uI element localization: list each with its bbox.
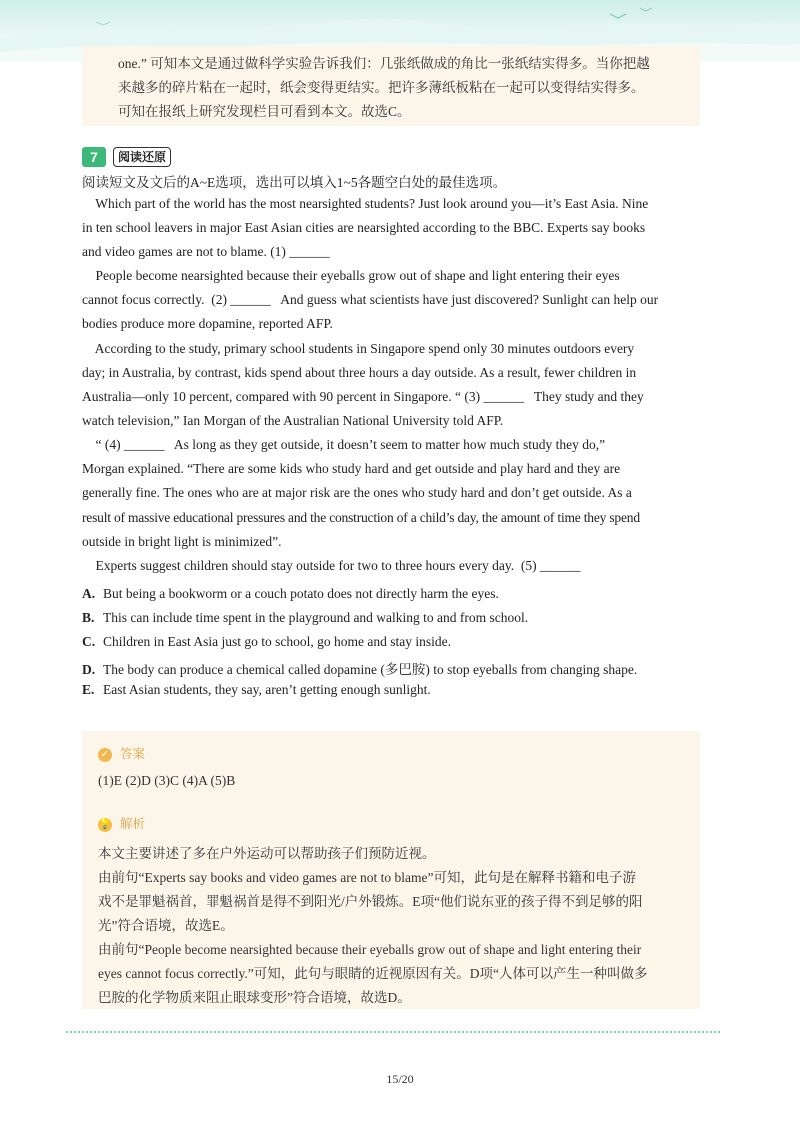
option-e <box>82 682 431 698</box>
option-text: Children in East Asia just go to school, go home and stay inside. <box>103 634 451 649</box>
option-d <box>82 658 637 678</box>
lightbulb-icon: 💡 <box>98 818 112 830</box>
passage-line: Australia—only 10 percent, compared with 90 percent in Singapore. “ (3) ______ They study and they <box>82 389 644 404</box>
option-text: But being a bookworm or a couch potato does not directly harm the eyes. <box>103 586 499 601</box>
passage-line: Experts suggest children should stay outside for two to three hours every day. (5) ______ <box>82 558 581 573</box>
option-text: East Asian students, they say, aren’t getting enough sunlight. <box>103 682 431 697</box>
answer-heading <box>98 744 145 762</box>
dotted-divider <box>66 1031 720 1033</box>
option-letter: E. <box>82 682 95 697</box>
passage-line: generally fine. The ones who are at major risk are the ones who study hard and don’t get outside. As a <box>82 485 632 500</box>
passage-line: in ten school leavers in major East Asian cities are nearsighted according to the BBC. Experts say books <box>82 220 646 235</box>
analysis-heading <box>98 814 145 832</box>
passage-line: cannot focus correctly. (2) ______ And guess what scientists have just discovered? Sunlight can help our <box>82 292 659 307</box>
option-text: The body can produce a chemical called dopamine (多巴胺) to stop eyeballs from changing shape. <box>103 662 638 677</box>
passage-line: People become nearsighted because their eyeballs grow out of shape and light entering their eyes <box>82 268 620 283</box>
option-letter: C. <box>82 634 96 649</box>
option-text: This can include time spent in the playground and walking to and from school. <box>103 610 529 625</box>
page-number: 15/20 <box>386 1072 414 1086</box>
answer-label: 答案 <box>120 746 146 761</box>
option-letter: B. <box>82 610 95 625</box>
passage-line: Morgan explained. “There are some kids who study hard and get outside and play hard and they are <box>82 461 621 476</box>
previous-answer-box <box>82 46 700 126</box>
analysis-line: 由前句“Experts say books and video games are not to blame”可知，此句是在解释书籍和电子游 <box>98 870 637 885</box>
analysis-line: 本文主要讲述了多在户外运动可以帮助孩子们预防近视。 <box>98 846 436 861</box>
passage-line: and video games are not to blame. (1) ______ <box>82 244 330 259</box>
analysis-line: 光”符合语境，故选E。 <box>98 918 234 933</box>
passage-line: outside in bright light is minimized”. <box>82 534 282 549</box>
option-c <box>82 634 451 650</box>
option-letter: A. <box>82 586 96 601</box>
passage-line: According to the study, primary school students in Singapore spend only 30 minutes outdoors every <box>82 341 635 356</box>
passage-line: Which part of the world has the most nearsighted students? Just look around you—it’s East Asia. Nine <box>82 196 649 211</box>
passage-line: bodies produce more dopamine, reported AFP. <box>82 316 333 331</box>
option-b <box>82 610 528 626</box>
previous-answer-line: 可知在报纸上研究发现栏目可看到本文。故选C。 <box>118 104 411 119</box>
passage-line: result of massive educational pressures and the construction of a child’s day, the amount of time they spend <box>82 510 640 525</box>
analysis-label: 解析 <box>120 816 146 831</box>
passage-line: “ (4) ______ As long as they get outside, it doesn’t seem to matter how much study they do,” <box>82 437 606 452</box>
instruction: 阅读短文及文后的A~E选项，选出可以填入1~5各题空白处的最佳选项。 <box>82 175 507 190</box>
passage-line: day; in Australia, by contrast, kids spend about three hours a day outside. As a result, fewer children in <box>82 365 637 380</box>
analysis-line: 由前句“People become nearsighted because their eyeballs grow out of shape and light entering their <box>98 942 642 957</box>
previous-answer-line: one.” 可知本文是通过做科学实验告诉我们：几张纸做成的角比一张纸结实得多。当你把越 <box>118 56 650 71</box>
answer-box <box>82 731 700 1009</box>
check-badge-icon: ✓ <box>98 748 112 762</box>
answer-text: (1)E (2)D (3)C (4)A (5)B <box>98 773 236 788</box>
analysis-line: 戏不是罪魁祸首，罪魁祸首是得不到阳光/户外锻炼。E项“他们说东亚的孩子得不到足够的阳 <box>98 894 643 909</box>
option-a <box>82 586 499 602</box>
previous-answer-line: 来越多的碎片粘在一起时，纸会变得更结实。把许多薄纸板粘在一起可以变得结实得多。 <box>118 80 645 95</box>
passage-line: watch television,” Ian Morgan of the Australian National University told AFP. <box>82 413 504 428</box>
analysis-line: eyes cannot focus correctly.”可知，此句与眼睛的近视原因有关。D项“人体可以产生一种叫做多 <box>98 966 648 981</box>
question-number: 7 <box>82 147 106 167</box>
analysis-line: 巴胺的化学物质来阻止眼球变形”符合语境，故选D。 <box>98 990 411 1005</box>
option-letter: D. <box>82 662 96 677</box>
question-type-tag: 阅读还原 <box>113 147 171 167</box>
